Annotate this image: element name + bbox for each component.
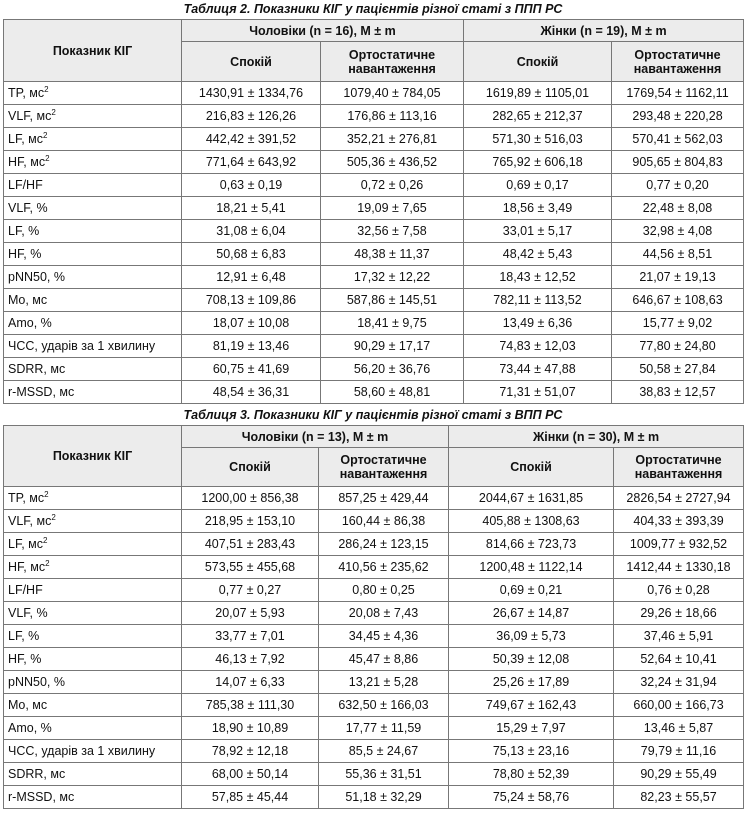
value-cell: 708,13 ± 109,86 [182,289,321,312]
orthostatic-load-header: Ортостатичне навантаження [321,42,464,82]
value-cell: 0,77 ± 0,20 [612,174,744,197]
value-cell: 405,88 ± 1308,63 [449,510,614,533]
row-label-text: LF, % [8,629,40,643]
row-label-text: TP, мс [8,491,45,505]
row-label-text: VLF, мс [8,514,52,528]
row-label [4,128,182,151]
row-label-text: VLF, % [8,606,48,620]
value-cell: 18,90 ± 10,89 [182,717,319,740]
value-cell: 176,86 ± 113,16 [321,105,464,128]
table-row [4,786,744,809]
value-cell: 442,42 ± 391,52 [182,128,321,151]
value-cell: 71,31 ± 51,07 [464,381,612,404]
value-cell: 58,60 ± 48,81 [321,381,464,404]
value-cell: 814,66 ± 723,73 [449,533,614,556]
value-cell: 785,38 ± 111,30 [182,694,319,717]
value-cell: 79,79 ± 11,16 [614,740,744,763]
table-3 [3,425,744,809]
value-cell: 352,21 ± 276,81 [321,128,464,151]
row-label [4,763,182,786]
value-cell: 36,09 ± 5,73 [449,625,614,648]
row-label-text: ЧСС, ударів за 1 хвилину [8,744,156,758]
value-cell: 74,83 ± 12,03 [464,335,612,358]
value-cell: 51,18 ± 32,29 [319,786,449,809]
value-cell: 18,07 ± 10,08 [182,312,321,335]
row-label-text: HF, мс [8,560,46,574]
table-row [4,335,744,358]
value-cell: 218,95 ± 153,10 [182,510,319,533]
value-cell: 73,44 ± 47,88 [464,358,612,381]
value-cell: 282,65 ± 212,37 [464,105,612,128]
value-cell: 1769,54 ± 1162,11 [612,82,744,105]
value-cell: 34,45 ± 4,36 [319,625,449,648]
value-cell: 46,13 ± 7,92 [182,648,319,671]
value-cell: 12,91 ± 6,48 [182,266,321,289]
row-label-text: pNN50, % [8,675,65,689]
value-cell: 749,67 ± 162,43 [449,694,614,717]
row-label-text: pNN50, % [8,270,65,284]
value-cell: 0,72 ± 0,26 [321,174,464,197]
value-cell: 18,21 ± 5,41 [182,197,321,220]
row-label [4,625,182,648]
value-cell: 1009,77 ± 932,52 [614,533,744,556]
table-2-caption: Таблиця 2. Показники КІГ у пацієнтів різної статі з ППП РС [183,2,563,16]
value-cell: 782,11 ± 113,52 [464,289,612,312]
value-cell: 19,09 ± 7,65 [321,197,464,220]
unit-exponent: 2 [43,535,48,545]
value-cell: 570,41 ± 562,03 [612,128,744,151]
value-cell: 571,30 ± 516,03 [464,128,612,151]
table-row [4,717,744,740]
value-cell: 90,29 ± 55,49 [614,763,744,786]
value-cell: 1079,40 ± 784,05 [321,82,464,105]
value-cell: 293,48 ± 220,28 [612,105,744,128]
rest-header: Спокій [464,42,612,82]
value-cell: 68,00 ± 50,14 [182,763,319,786]
value-cell: 15,29 ± 7,97 [449,717,614,740]
value-cell: 20,07 ± 5,93 [182,602,319,625]
women-group-header: Жінки (n = 19), M ± m [464,20,744,42]
value-cell: 29,26 ± 18,66 [614,602,744,625]
row-label [4,579,182,602]
value-cell: 75,13 ± 23,16 [449,740,614,763]
value-cell: 31,08 ± 6,04 [182,220,321,243]
unit-exponent: 2 [43,130,48,140]
value-cell: 410,56 ± 235,62 [319,556,449,579]
value-cell: 505,36 ± 436,52 [321,151,464,174]
value-cell: 75,24 ± 58,76 [449,786,614,809]
row-label [4,602,182,625]
value-cell: 77,80 ± 24,80 [612,335,744,358]
orthostatic-load-header: Ортостатичне навантаження [614,448,744,487]
unit-exponent: 2 [45,558,50,568]
row-label [4,648,182,671]
rest-header: Спокій [449,448,614,487]
row-label [4,266,182,289]
row-label [4,220,182,243]
row-label [4,533,182,556]
row-label-text: HF, мс [8,155,46,169]
table-row [4,105,744,128]
rest-header: Спокій [182,448,319,487]
row-label-text: Mo, мс [8,698,48,712]
value-cell: 0,63 ± 0,19 [182,174,321,197]
table-2-body [4,82,744,404]
value-cell: 20,08 ± 7,43 [319,602,449,625]
row-label-text: Amo, % [8,316,52,330]
value-cell: 0,76 ± 0,28 [614,579,744,602]
value-cell: 32,56 ± 7,58 [321,220,464,243]
row-label [4,335,182,358]
table-row [4,312,744,335]
row-label-text: LF, мс [8,537,43,551]
table-3-caption: Таблиця 3. Показники КІГ у пацієнтів різної статі з ВПП РС [183,408,563,422]
table-row [4,243,744,266]
value-cell: 646,67 ± 108,63 [612,289,744,312]
value-cell: 0,69 ± 0,21 [449,579,614,602]
value-cell: 33,77 ± 7,01 [182,625,319,648]
table-row [4,625,744,648]
row-label [4,510,182,533]
row-label-text: HF, % [8,652,42,666]
table-row [4,266,744,289]
row-label-text: ЧСС, ударів за 1 хвилину [8,339,156,353]
value-cell: 2044,67 ± 1631,85 [449,487,614,510]
value-cell: 25,26 ± 17,89 [449,671,614,694]
men-group-header: Чоловіки (n = 13), M ± m [182,426,449,448]
row-label [4,151,182,174]
table-row [4,648,744,671]
row-label-text: SDRR, мс [8,767,66,781]
row-label [4,243,182,266]
value-cell: 13,46 ± 5,87 [614,717,744,740]
row-label-text: r-MSSD, мс [8,790,75,804]
men-group-header: Чоловіки (n = 16), M ± m [182,20,464,42]
table-3-body [4,487,744,809]
table-row [4,740,744,763]
row-label [4,740,182,763]
value-cell: 765,92 ± 606,18 [464,151,612,174]
table-row [4,358,744,381]
value-cell: 14,07 ± 6,33 [182,671,319,694]
value-cell: 82,23 ± 55,57 [614,786,744,809]
unit-exponent: 2 [51,107,56,117]
value-cell: 52,64 ± 10,41 [614,648,744,671]
value-cell: 56,20 ± 36,76 [321,358,464,381]
value-cell: 78,80 ± 52,39 [449,763,614,786]
value-cell: 44,56 ± 8,51 [612,243,744,266]
row-label-text: VLF, % [8,201,48,215]
value-cell: 17,77 ± 11,59 [319,717,449,740]
value-cell: 48,38 ± 11,37 [321,243,464,266]
row-label [4,82,182,105]
value-cell: 587,86 ± 145,51 [321,289,464,312]
row-label-text: TP, мс [8,86,45,100]
row-label [4,289,182,312]
value-cell: 1200,00 ± 856,38 [182,487,319,510]
table-row [4,197,744,220]
value-cell: 18,56 ± 3,49 [464,197,612,220]
value-cell: 1200,48 ± 1122,14 [449,556,614,579]
row-label-text: VLF, мс [8,109,52,123]
value-cell: 13,49 ± 6,36 [464,312,612,335]
unit-exponent: 2 [45,153,50,163]
row-label-text: LF/HF [8,583,43,597]
value-cell: 404,33 ± 393,39 [614,510,744,533]
value-cell: 632,50 ± 166,03 [319,694,449,717]
value-cell: 1619,89 ± 1105,01 [464,82,612,105]
unit-exponent: 2 [44,84,49,94]
value-cell: 18,41 ± 9,75 [321,312,464,335]
value-cell: 18,43 ± 12,52 [464,266,612,289]
table-row [4,82,744,105]
value-cell: 286,24 ± 123,15 [319,533,449,556]
value-cell: 2826,54 ± 2727,94 [614,487,744,510]
table-2 [3,19,744,404]
rest-header: Спокій [182,42,321,82]
value-cell: 32,98 ± 4,08 [612,220,744,243]
value-cell: 160,44 ± 86,38 [319,510,449,533]
value-cell: 573,55 ± 455,68 [182,556,319,579]
value-cell: 15,77 ± 9,02 [612,312,744,335]
value-cell: 905,65 ± 804,83 [612,151,744,174]
unit-exponent: 2 [51,512,56,522]
table-row [4,151,744,174]
table-row [4,671,744,694]
value-cell: 37,46 ± 5,91 [614,625,744,648]
table-row [4,763,744,786]
row-label [4,174,182,197]
table-row [4,510,744,533]
table-row [4,602,744,625]
row-label-text: HF, % [8,247,42,261]
value-cell: 50,68 ± 6,83 [182,243,321,266]
value-cell: 33,01 ± 5,17 [464,220,612,243]
value-cell: 85,5 ± 24,67 [319,740,449,763]
value-cell: 48,54 ± 36,31 [182,381,321,404]
value-cell: 57,85 ± 45,44 [182,786,319,809]
value-cell: 81,19 ± 13,46 [182,335,321,358]
row-label-text: SDRR, мс [8,362,66,376]
row-label [4,312,182,335]
table-row [4,579,744,602]
value-cell: 216,83 ± 126,26 [182,105,321,128]
value-cell: 50,58 ± 27,84 [612,358,744,381]
row-label-text: LF, % [8,224,40,238]
value-cell: 1412,44 ± 1330,18 [614,556,744,579]
value-cell: 0,80 ± 0,25 [319,579,449,602]
row-label-text: Mo, мс [8,293,48,307]
value-cell: 32,24 ± 31,94 [614,671,744,694]
row-label [4,694,182,717]
row-label [4,786,182,809]
orthostatic-load-header: Ортостатичне навантаження [612,42,744,82]
row-label [4,381,182,404]
value-cell: 50,39 ± 12,08 [449,648,614,671]
table-row [4,174,744,197]
table-row [4,128,744,151]
row-label [4,105,182,128]
value-cell: 17,32 ± 12,22 [321,266,464,289]
value-cell: 48,42 ± 5,43 [464,243,612,266]
value-cell: 0,77 ± 0,27 [182,579,319,602]
row-label [4,671,182,694]
row-label [4,197,182,220]
table-row [4,556,744,579]
value-cell: 1430,91 ± 1334,76 [182,82,321,105]
indicator-header: Показник КІГ [4,426,182,487]
value-cell: 26,67 ± 14,87 [449,602,614,625]
value-cell: 90,29 ± 17,17 [321,335,464,358]
value-cell: 55,36 ± 31,51 [319,763,449,786]
indicator-header: Показник КІГ [4,20,182,82]
row-label [4,556,182,579]
row-label-text: r-MSSD, мс [8,385,75,399]
value-cell: 13,21 ± 5,28 [319,671,449,694]
value-cell: 407,51 ± 283,43 [182,533,319,556]
value-cell: 21,07 ± 19,13 [612,266,744,289]
value-cell: 771,64 ± 643,92 [182,151,321,174]
table-row [4,487,744,510]
value-cell: 45,47 ± 8,86 [319,648,449,671]
row-label-text: Amo, % [8,721,52,735]
value-cell: 0,69 ± 0,17 [464,174,612,197]
value-cell: 38,83 ± 12,57 [612,381,744,404]
value-cell: 857,25 ± 429,44 [319,487,449,510]
table-row [4,381,744,404]
row-label-text: LF, мс [8,132,43,146]
table-row [4,533,744,556]
value-cell: 22,48 ± 8,08 [612,197,744,220]
row-label [4,717,182,740]
row-label [4,358,182,381]
value-cell: 660,00 ± 166,73 [614,694,744,717]
row-label [4,487,182,510]
value-cell: 60,75 ± 41,69 [182,358,321,381]
table-row [4,289,744,312]
orthostatic-load-header: Ортостатичне навантаження [319,448,449,487]
table-row [4,220,744,243]
row-label-text: LF/HF [8,178,43,192]
value-cell: 78,92 ± 12,18 [182,740,319,763]
table-row [4,694,744,717]
unit-exponent: 2 [44,489,49,499]
women-group-header: Жінки (n = 30), M ± m [449,426,744,448]
